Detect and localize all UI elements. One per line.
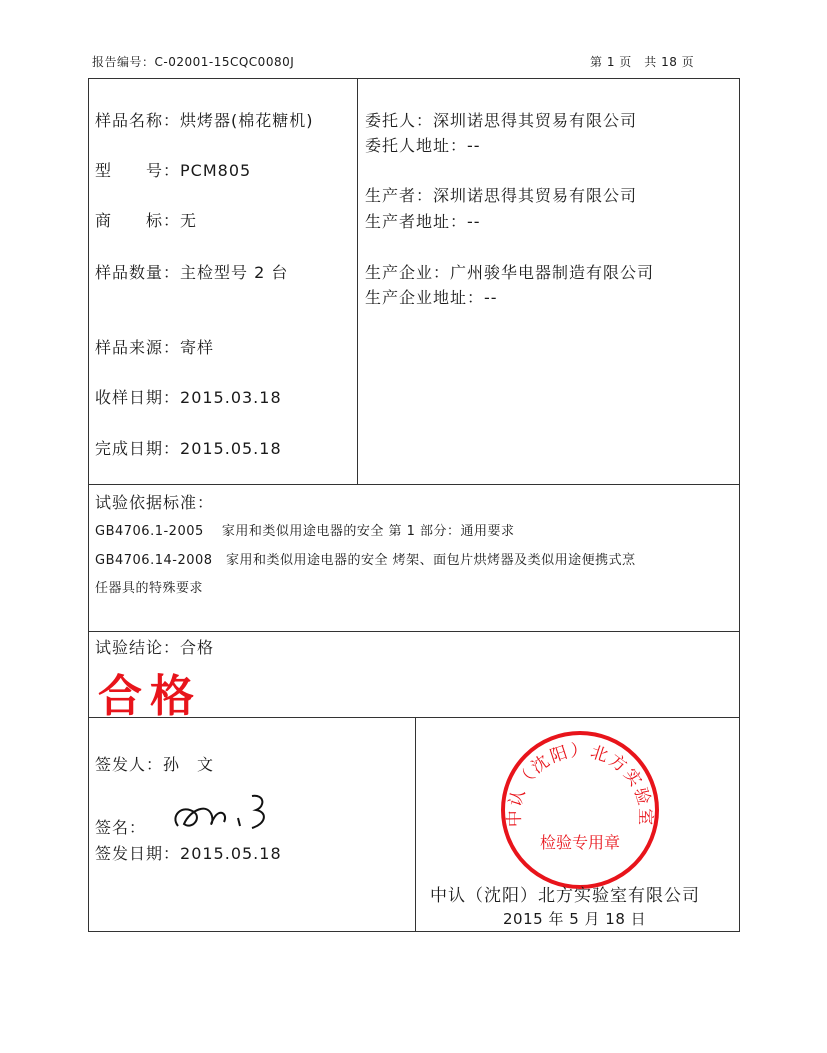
model-value: PCM805 (180, 161, 252, 180)
conclusion-label: 试验结论： (95, 638, 181, 657)
issuer-name: 孙 文 (163, 755, 215, 774)
sample-name-label: 样品名称： (95, 111, 181, 130)
client-address-row (365, 133, 481, 156)
producer-address-row (365, 209, 481, 232)
report-number: 报告编号：C-02001-15CQC0080J (92, 55, 295, 69)
conclusion-value: 合格 (180, 638, 215, 657)
quantity-row (95, 260, 288, 283)
producer-name: 深圳诺思得其贸易有限公司 (433, 186, 638, 205)
producer-label: 生产者： (365, 186, 434, 205)
issue-date-label: 签发日期： (95, 844, 181, 863)
factory-row (365, 260, 654, 283)
issuer-row (95, 752, 214, 775)
issue-date: 2015.05.18 (180, 844, 282, 863)
brand-row (95, 208, 197, 231)
factory-address-label: 生产企业地址： (365, 288, 485, 307)
issuer-label: 签发人： (95, 755, 164, 774)
client-row (365, 108, 637, 131)
standard-item: GB4706.14-2008 家用和类似用途电器的安全 烤架、面包片烘烤器及类似用途便携式烹 (95, 553, 636, 568)
source-row (95, 335, 214, 358)
lab-seal (498, 728, 662, 892)
brand-value: 无 (180, 211, 198, 230)
producer-row (365, 183, 637, 206)
standard-item: 任器具的特殊要求 (95, 581, 204, 596)
client-address-label: 委托人地址： (365, 136, 468, 155)
received-date-row (95, 385, 282, 408)
lab-date: 2015 年 5 月 18 日 (503, 910, 647, 928)
model-row (95, 158, 251, 181)
received-date-label: 收样日期： (95, 388, 181, 407)
producer-address: -- (467, 212, 481, 231)
model-label: 型 号： (95, 161, 181, 180)
brand-label: 商 标： (95, 211, 181, 230)
producer-address-label: 生产者地址： (365, 212, 468, 231)
client-name: 深圳诺思得其贸易有限公司 (433, 111, 638, 130)
factory-address-row (365, 285, 498, 308)
page-info: 第 1 页 共 18 页 (590, 55, 695, 69)
seal-ring-text: 中认（沈阳）北方实验室 (504, 741, 656, 828)
issue-date-row (95, 841, 282, 864)
quantity-value: 主检型号 2 台 (180, 263, 289, 282)
completed-date: 2015.05.18 (180, 439, 282, 458)
standards-title: 试验依据标准： (95, 493, 215, 512)
completed-date-row (95, 436, 282, 459)
factory-name: 广州骏华电器制造有限公司 (450, 263, 655, 282)
received-date: 2015.03.18 (180, 388, 282, 407)
lab-name: 中认（沈阳）北方实验室有限公司 (430, 886, 700, 906)
signature-image (168, 788, 278, 838)
pass-stamp: 合格 (98, 671, 202, 722)
factory-label: 生产企业： (365, 263, 451, 282)
signature-label: 签名： (95, 818, 147, 837)
quantity-label: 样品数量： (95, 263, 181, 282)
client-address: -- (467, 136, 481, 155)
factory-address: -- (484, 288, 498, 307)
conclusion-row (95, 635, 214, 658)
sample-name: 烘烤器(棉花糖机) (180, 111, 314, 130)
source-value: 寄样 (180, 338, 215, 357)
source-label: 样品来源： (95, 338, 181, 357)
seal-center-text: 检验专用章 (539, 833, 621, 852)
sample-name-row (95, 108, 314, 131)
client-label: 委托人： (365, 111, 434, 130)
completed-date-label: 完成日期： (95, 439, 181, 458)
standard-item: GB4706.1-2005 家用和类似用途电器的安全 第 1 部分：通用要求 (95, 524, 515, 539)
